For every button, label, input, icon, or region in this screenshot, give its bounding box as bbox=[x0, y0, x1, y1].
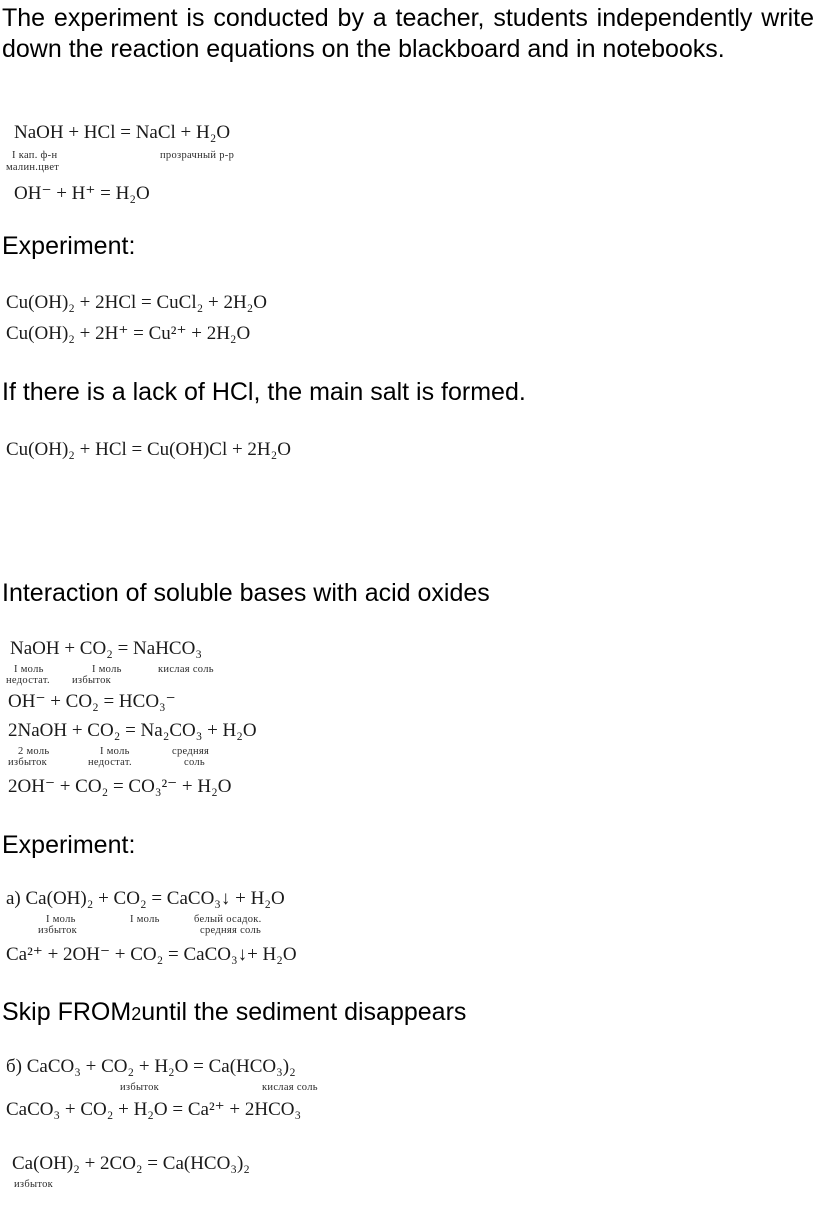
note-1-mol-co2-b: I моль bbox=[100, 746, 130, 757]
lack-of-hcl-paragraph: If there is a lack of HCl, the main salt is formed. bbox=[2, 378, 526, 406]
note-medium: средняя bbox=[172, 746, 210, 757]
note-1-mol-co2: I моль bbox=[92, 664, 122, 675]
note-deficient: недостат. bbox=[6, 675, 50, 686]
note-2-mol-naoh: 2 моль bbox=[18, 746, 50, 757]
note-salt: соль bbox=[184, 757, 206, 768]
note-crimson-color: малин.цвет bbox=[6, 162, 60, 173]
note-acid-salt-b: кислая соль bbox=[262, 1082, 318, 1093]
note-1-mol-naoh: I моль bbox=[14, 664, 44, 675]
equation-ionic-carbonate: 2OH⁻ + CO₂ = CO₃²⁻ + H₂O bbox=[8, 776, 232, 797]
note-white-precipitate: белый осадок. bbox=[194, 914, 262, 925]
equation-basic-salt: Cu(OH)₂ + HCl = Cu(OH)Cl + 2H₂O bbox=[6, 439, 291, 460]
equation-naoh-co2-normal-salt: 2NaOH + CO₂ = Na₂CO₃ + H₂O bbox=[8, 720, 257, 741]
equation-caoh2-excess-co2: Ca(OH)₂ + 2CO₂ = Ca(HCO₃)₂ bbox=[12, 1153, 250, 1174]
equation-ionic-calcium-carbonate: Ca²⁺ + 2OH⁻ + CO₂ = CaCO₃↓+ H₂O bbox=[6, 944, 297, 965]
skip-prefix: Skip FROM bbox=[2, 998, 132, 1026]
equation-cuoh2-ionic: Cu(OH)₂ + 2H⁺ = Cu²⁺ + 2H₂O bbox=[6, 323, 251, 344]
experiment-heading-2: Experiment: bbox=[2, 831, 136, 859]
note-drop-indicator: I кап. ф-н bbox=[12, 150, 58, 161]
skip-suffix: until the sediment disappears bbox=[141, 998, 467, 1026]
note-transparent-solution: прозрачный р-р bbox=[160, 150, 235, 161]
note-acid-salt: кислая соль bbox=[158, 664, 214, 675]
note-deficient-co2: недостат. bbox=[88, 757, 132, 768]
equation-ionic-bicarbonate-calcium: CaCO₃ + CO₂ + H₂O = Ca²⁺ + 2HCO₃ bbox=[6, 1099, 302, 1120]
note-1-mol-co2-c: I моль bbox=[130, 914, 160, 925]
skip-co2-paragraph bbox=[2, 997, 814, 1030]
note-excess-co2-b: избыток bbox=[14, 1179, 54, 1190]
skip-subscript: 2 bbox=[131, 1004, 142, 1024]
equation-cuoh2-hcl: Cu(OH)₂ + 2HCl = CuCl₂ + 2H₂O bbox=[6, 292, 268, 313]
equation-caco3-dissolution: б) CaCO₃ + CO₂ + H₂O = Ca(HCO₃)₂ bbox=[6, 1056, 296, 1077]
note-1-mol-caoh2: I моль bbox=[46, 914, 76, 925]
equation-ionic-bicarbonate: OH⁻ + CO₂ = HCO₃⁻ bbox=[8, 691, 176, 712]
experiment-heading-1: Experiment: bbox=[2, 232, 136, 260]
note-excess-naoh: избыток bbox=[8, 757, 48, 768]
note-normal-salt: средняя соль bbox=[200, 925, 262, 936]
note-excess: избыток bbox=[72, 675, 112, 686]
equation-ionic-neutralization: OH⁻ + H⁺ = H₂O bbox=[14, 183, 150, 204]
equation-naoh-hcl: NaOH + HCl = NaCl + H₂O bbox=[14, 122, 231, 143]
note-excess-co2: избыток bbox=[120, 1082, 160, 1093]
equation-naoh-co2-acid-salt: NaOH + CO₂ = NaHCO₃ bbox=[10, 638, 202, 659]
equation-caoh2-co2: а) Ca(OH)₂ + CO₂ = CaCO₃↓ + H₂O bbox=[6, 888, 285, 909]
section-heading-bases-acid-oxides: Interaction of soluble bases with acid oxides bbox=[2, 579, 490, 607]
intro-paragraph: The experiment is conducted by a teacher, students independently write down the reaction equations on the blackboard and in notebooks. bbox=[2, 4, 814, 63]
note-excess-caoh2: избыток bbox=[38, 925, 78, 936]
